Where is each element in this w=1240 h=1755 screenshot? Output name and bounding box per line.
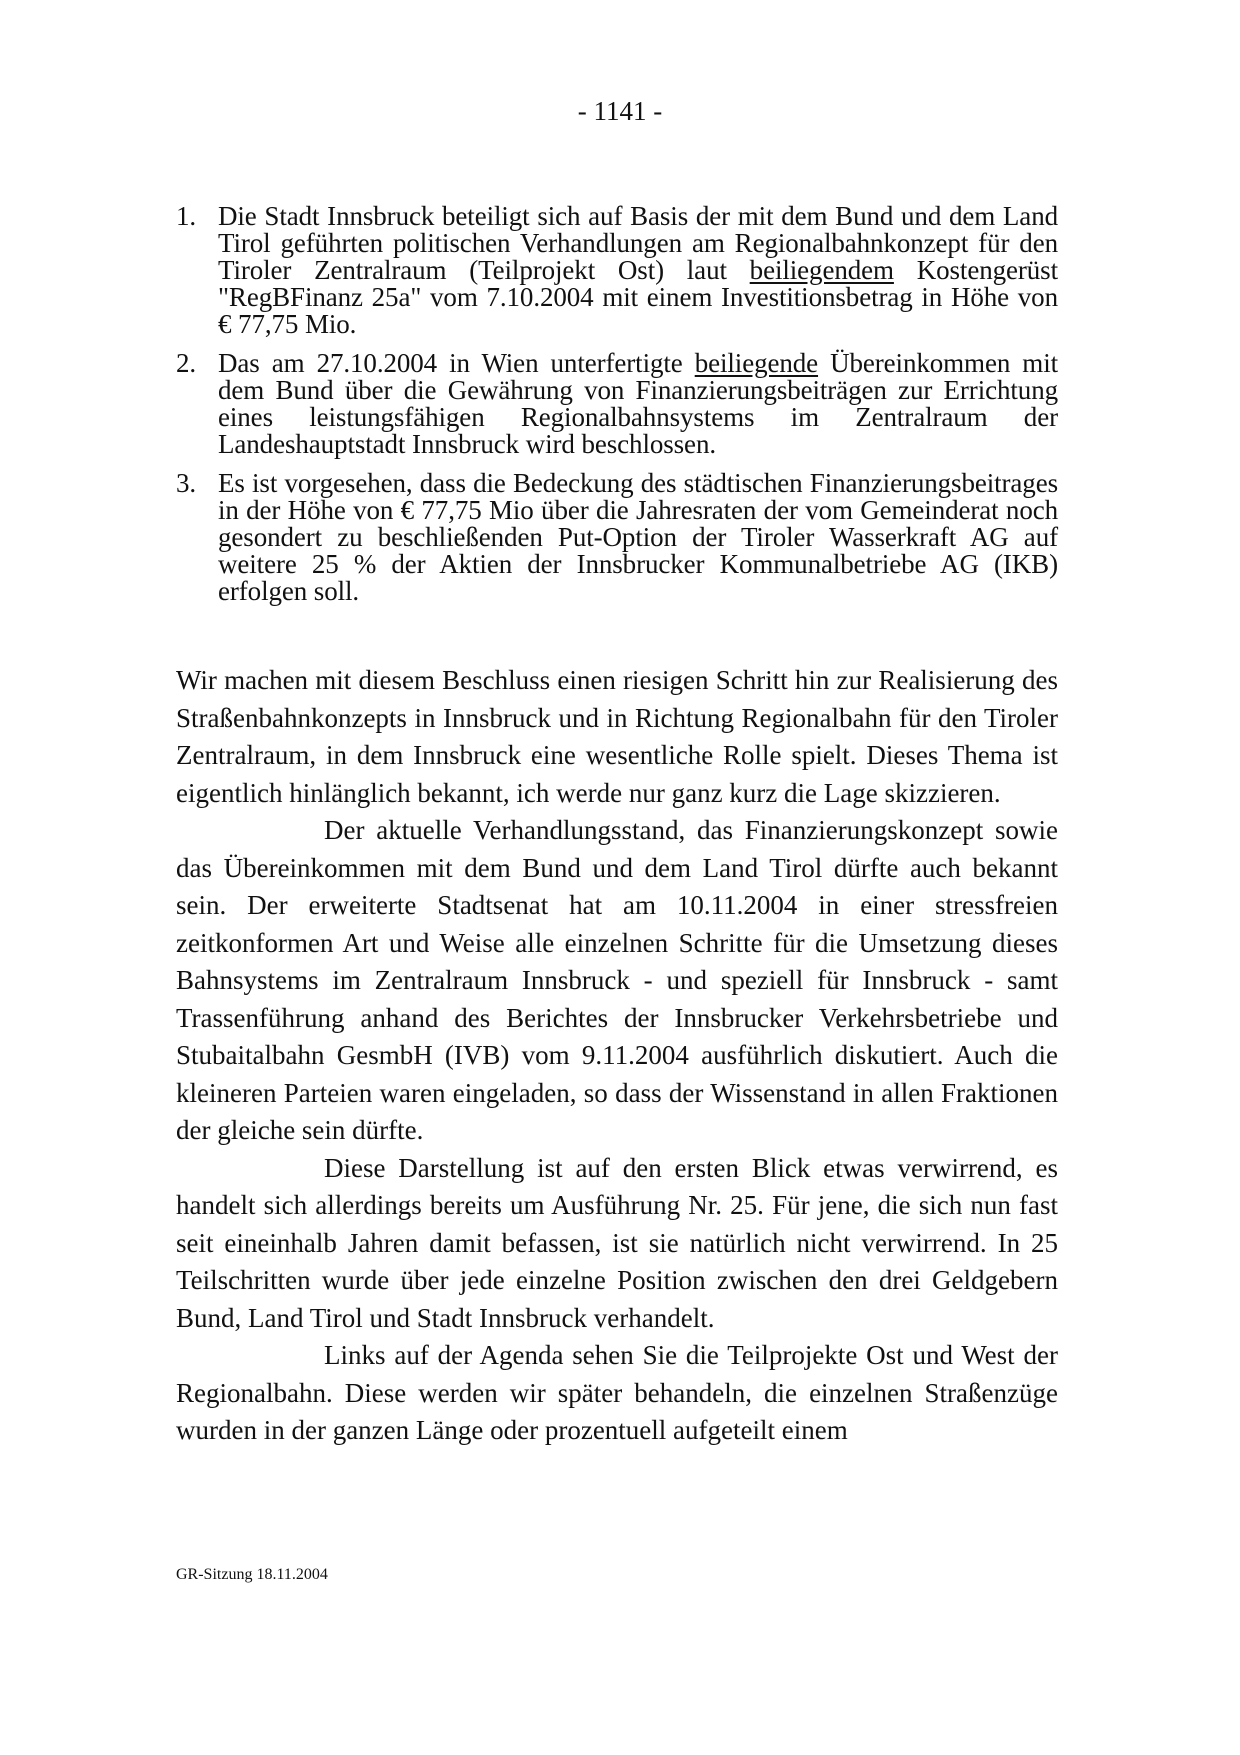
resolution-text: Es ist vorgesehen, dass die Bedeckung des städtischen Finanzierungsbeitrages in der Höhe von € 77,75 Mio über die Jahresraten der vom Gemeinderat noch gesondert zu beschließenden Put-Option der Tiroler Wasserkraft AG auf weitere 25 % der Aktien der Innsbrucker Kommunalbetriebe AG (IKB) erfolgen soll. <box>218 468 1058 606</box>
list-marker: 1. <box>176 201 197 231</box>
underlined-term: beiliegende <box>694 348 819 378</box>
resolution-text: Die Stadt Innsbruck beteiligt sich auf Basis der mit dem Bund und dem Land Tirol geführten politischen Verhandlungen am Regionalbahnkonzept für den Tiroler Zentralraum (Teilprojekt Ost) laut <box>218 201 1058 285</box>
list-marker: 2. <box>176 348 197 378</box>
resolution-text: Das am 27.10.2004 in Wien unterfertigte <box>218 348 695 378</box>
resolution-list <box>176 203 1058 617</box>
paragraph-2: Der aktuelle Verhandlungsstand, das Finanzierungskonzept sowie das Übereinkommen mit dem Bund und dem Land Tirol dürfte auch bekannt sein. Der erweiterte Stadtsenat hat am 10.11.2004 in einer stressfreien zeitkonformen Art und Weise alle einzelnen Schritte für die Umsetzung dieses Bahnsystems im Zentralraum Innsbruck - und speziell für Innsbruck - samt Trassenführung anhand des Berichtes der Innsbrucker Verkehrsbetriebe und Stubaitalbahn GesmbH (IVB) vom 9.11.2004 ausführlich diskutiert. Auch die kleineren Parteien waren eingeladen, so dass der Wissenstand in allen Fraktionen der gleiche sein dürfte. <box>176 815 1058 1145</box>
footer-session-date: GR-Sitzung 18.11.2004 <box>176 1566 328 1583</box>
paragraph-3: Diese Darstellung ist auf den ersten Blick etwas verwirrend, es handelt sich allerdings bereits um Ausführung Nr. 25. Für jene, die sich nun fast seit eineinhalb Jahren damit befassen, ist sie natürlich nicht verwirrend. In 25 Teilschritten wurde über jede einzelne Position zwischen den drei Geldgebern Bund, Land Tirol und Stadt Innsbruck verhandelt. <box>176 1152 1058 1333</box>
resolution-text: Übereinkommen mit dem Bund über die Gewährung von Finanzierungsbeiträgen zur Errichtung eines leistungsfähigen Regionalbahnsystems im Zentralraum der Landeshauptstadt Innsbruck wird beschlossen. <box>218 348 1058 459</box>
body-text <box>176 662 1058 1450</box>
resolution-item-3 <box>176 470 1058 605</box>
paragraph-4: Links auf der Agenda sehen Sie die Teilprojekte Ost und West der Regionalbahn. Diese werden wir später behandeln, die einzelnen Straßenzüge wurden in der ganzen Länge oder prozentuell aufgeteilt einem <box>176 1340 1058 1445</box>
underlined-term: beiliegendem <box>749 255 894 285</box>
list-marker: 3. <box>176 468 197 498</box>
resolution-text: Kostengerüst "RegBFinanz 25a" vom 7.10.2004 mit einem Investitionsbetrag in Höhe von € 77,75 Mio. <box>218 255 1058 339</box>
resolution-item-2 <box>176 350 1058 458</box>
page-number: - 1141 - <box>577 96 663 126</box>
paragraph-1: Wir machen mit diesem Beschluss einen riesigen Schritt hin zur Realisierung des Straßenbahnkonzepts in Innsbruck und in Richtung Regionalbahn für den Tiroler Zentralraum, in dem Innsbruck eine wesentliche Rolle spielt. Dieses Thema ist eigentlich hinlänglich bekannt, ich werde nur ganz kurz die Lage skizzieren. <box>176 665 1058 808</box>
resolution-item-1 <box>176 203 1058 338</box>
